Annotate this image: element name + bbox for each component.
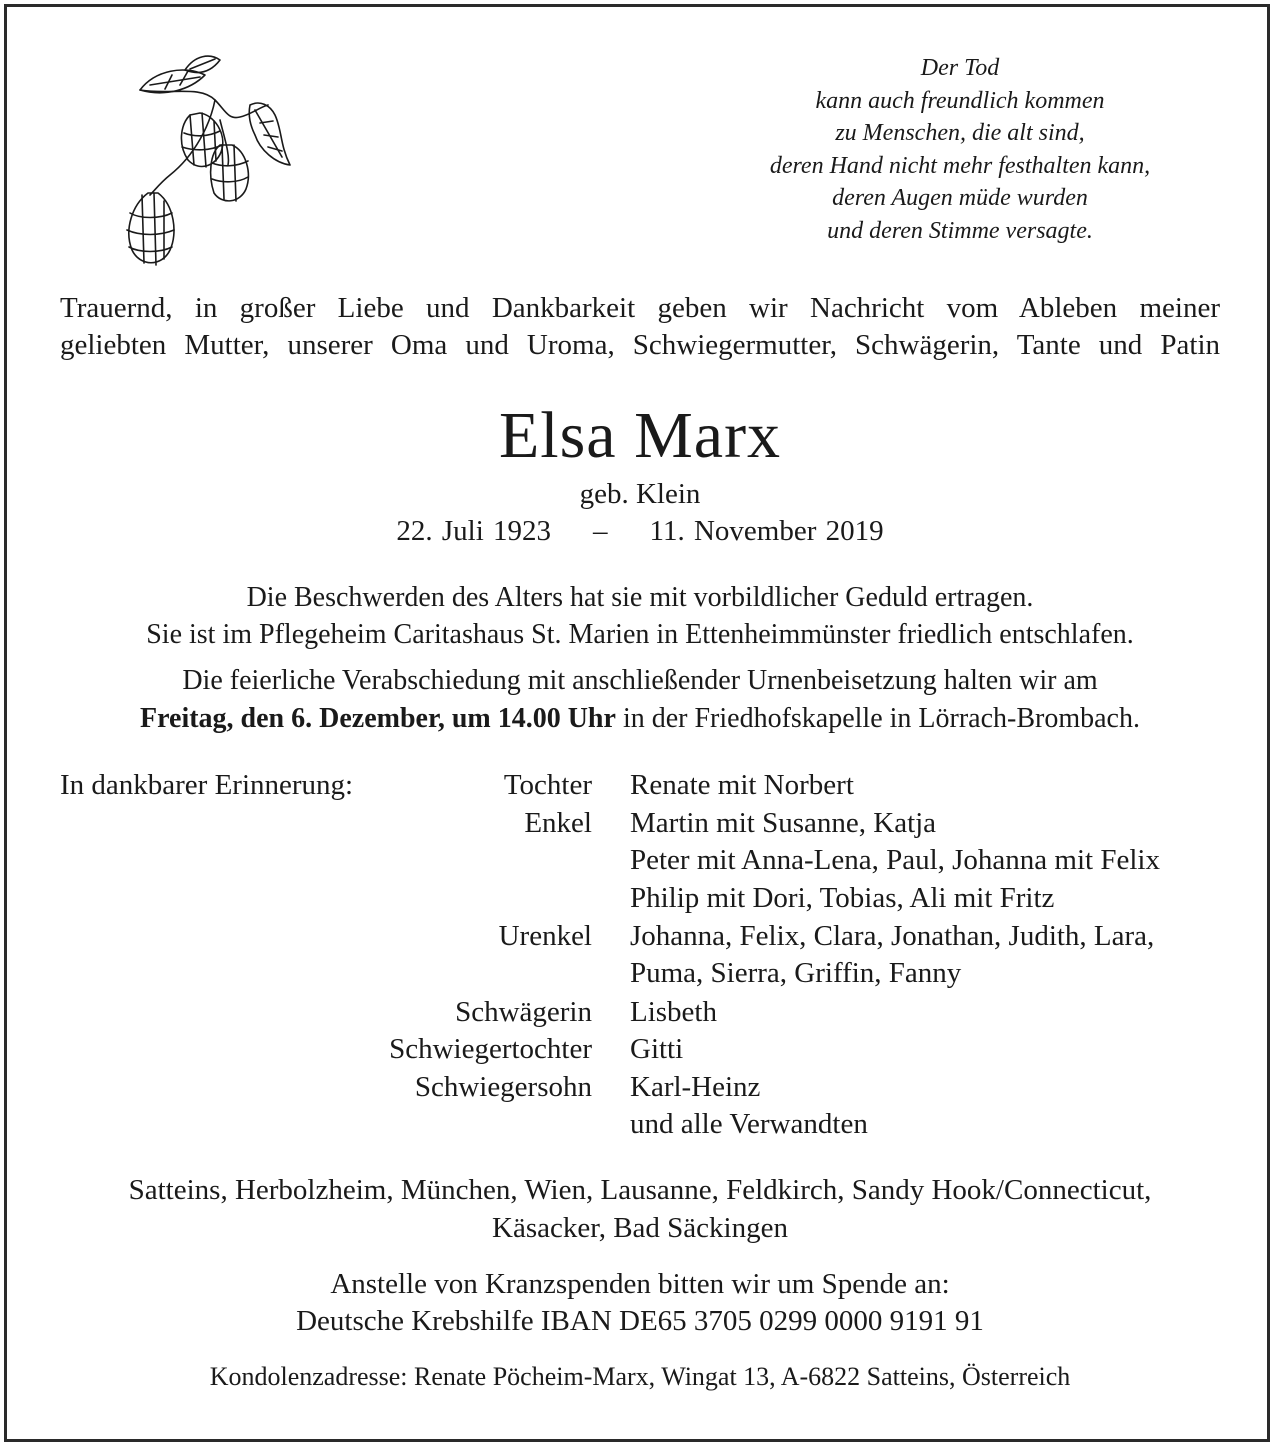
life-dates — [40, 515, 1240, 548]
poem-line: und deren Stimme versagte. — [827, 217, 1093, 244]
places-line-2: Käsacker, Bad Säckingen — [492, 1212, 788, 1244]
family-names: Lisbeth — [630, 996, 717, 1028]
poem-line: zu Menschen, die alt sind, — [835, 120, 1085, 146]
birth-name: geb. Klein — [579, 478, 701, 510]
birth-date: 22. Juli 1923 — [396, 515, 552, 547]
body-line-2: Sie ist im Pflegeheim Caritashaus St. Marien in Ettenheimmünster friedlich entschlafen. — [146, 619, 1134, 650]
family-lead: In dankbarer Erinnerung: — [60, 769, 354, 801]
intro-line-1: Trauernd, in großer Liebe und Dankbarkeit geben wir Nachricht vom Ableben meiner — [60, 292, 1220, 324]
family-names: Martin mit Susanne, Katja — [630, 807, 937, 839]
donation-line-2: Deutsche Krebshilfe IBAN DE65 3705 0299 0000 9191 91 — [296, 1305, 984, 1337]
family-role: Schwägerin — [455, 996, 592, 1028]
family-names: Puma, Sierra, Griffin, Fanny — [630, 957, 962, 989]
hop-branch-illustration — [110, 45, 310, 275]
poem-line: deren Augen müde wurden — [832, 185, 1088, 211]
family-names: Renate mit Norbert — [630, 769, 854, 801]
body-line-1: Die Beschwerden des Alters hat sie mit vorbildlicher Geduld ertragen. — [246, 582, 1034, 613]
intro-line-2: geliebten Mutter, unserer Oma und Uroma, Schwiegermutter, Schwägerin, Tante und Patin — [60, 329, 1220, 361]
death-date: 11. November 2019 — [649, 515, 884, 547]
condolence-address: Kondolenzadresse: Renate Pöcheim-Marx, Wingat 13, A-6822 Satteins, Österreich — [209, 1362, 1071, 1391]
family-role: Tochter — [503, 769, 592, 801]
family-role: Enkel — [524, 807, 592, 839]
deceased-name: Elsa Marx — [498, 399, 782, 472]
places-line-1: Satteins, Herbolzheim, München, Wien, Lausanne, Feldkirch, Sandy Hook/Connecticut, — [128, 1174, 1152, 1206]
poem-line: Der Tod — [920, 55, 1000, 81]
body-line-4 — [40, 703, 1240, 735]
family-names: Johanna, Felix, Clara, Jonathan, Judith, Lara, — [630, 920, 1155, 952]
family-names: Peter mit Anna-Lena, Paul, Johanna mit Felix — [630, 844, 1160, 876]
donation-line-1: Anstelle von Kranzspenden bitten wir um Spende an: — [330, 1268, 950, 1300]
family-names: Karl-Heinz — [630, 1071, 761, 1103]
family-role: Urenkel — [498, 920, 592, 952]
funeral-location: in der Friedhofskapelle in Lörrach-Brombach. — [615, 703, 1140, 734]
poem-line: deren Hand nicht mehr festhalten kann, — [769, 152, 1151, 179]
body-line-3: Die feierliche Verabschiedung mit anschließender Urnenbeisetzung halten wir am — [182, 665, 1098, 696]
family-names: Gitti — [630, 1033, 684, 1065]
family-role: Schwiegersohn — [414, 1071, 592, 1103]
family-names: Philip mit Dori, Tobias, Ali mit Fritz — [630, 882, 1055, 914]
poem — [700, 52, 1220, 247]
poem-line: kann auch freundlich kommen — [815, 87, 1105, 114]
family-role: Schwiegertochter — [389, 1033, 592, 1065]
funeral-date: Freitag, den 6. Dezember, um 14.00 Uhr — [140, 703, 616, 734]
family-names: und alle Verwandten — [630, 1108, 868, 1140]
date-dash: – — [593, 515, 608, 547]
